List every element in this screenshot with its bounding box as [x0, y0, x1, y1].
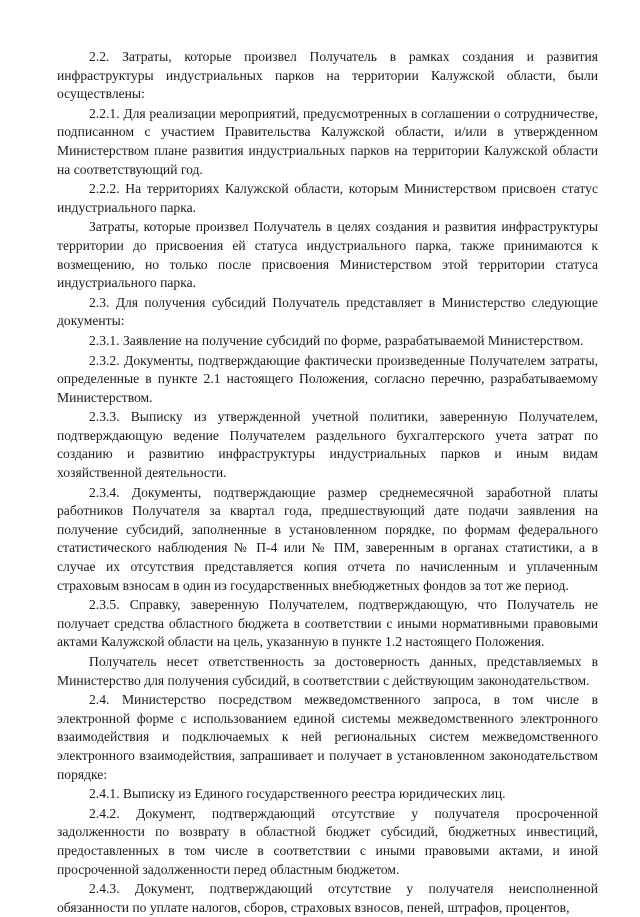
paragraph-2-3-1: 2.3.1. Заявление на получение субсидий по форме, разрабатываемой Министерством.	[89, 332, 584, 348]
paragraph-2-2-1: 2.2.1. Для реализации мероприятий, предусмотренных в соглашении о сотрудничестве, подписанном с участием Правительства Калужской области, и/или в утвержденном Министерством плане развития индустриальных парков на территории Калужской области на соответствующий год.	[57, 105, 598, 177]
paragraph-costs-note: Затраты, которые произвел Получатель в целях создания и развития инфраструктуры территории до присвоения ей статуса индустриального парка, также принимаются к возмещению, но только после присвоения Министерством этой территории статуса индустриального парка.	[57, 219, 598, 291]
paragraph-2-3-4: 2.3.4. Документы, подтверждающие размер среднемесячной заработной платы работников Получателя за квартал года, предшествующий дате подачи заявления на получение субсидий, заполненные в установленном порядке, по формам федерального статистического наблюдения № П-4 или № ПМ, заверенным в органах статистики, а в случае их отсутствия представляется копия отчета по начисленным и уплаченным страховым взносам в один из государственных внебюджетных фондов за тот же период.	[57, 484, 598, 593]
paragraph-responsibility: Получатель несет ответственность за достоверность данных, представляемых в Министерство для получения субсидий, в соответствии с действующим законодательством.	[57, 654, 598, 688]
paragraph-2-3-5: 2.3.5. Справку, заверенную Получателем, подтверждающую, что Получатель не получает средства областного бюджета в соответствии с иными нормативными правовыми актами Калужской области на цель, указанную в пункте 1.2 настоящего Положения.	[57, 597, 598, 650]
paragraph-2-2: 2.2. Затраты, которые произвел Получатель в рамках создания и развития инфраструктуры индустриальных парков на территории Калужской области, были осуществлены:	[57, 49, 598, 102]
paragraph-2-4-1: 2.4.1. Выписку из Единого государственного реестра юридических лиц.	[89, 786, 506, 802]
document-body	[57, 48, 598, 917]
paragraph-2-4-2: 2.4.2. Документ, подтверждающий отсутствие у получателя просроченной задолженности по возврату в областной бюджет субсидий, бюджетных инвестиций, предоставленных в том числе в соответствии с иными правовыми актами, и иной просроченной задолженности перед областным бюджетом.	[57, 805, 598, 877]
paragraph-2-2-2: 2.2.2. На территориях Калужской области, которым Министерством присвоен статус индустриального парка.	[57, 181, 598, 215]
paragraph-2-3-3: 2.3.3. Выписку из утвержденной учетной политики, заверенную Получателем, подтверждающую ведение Получателем раздельного бухгалтерского учета затрат по созданию и развитию инфраструктуры индустриальных парков и иным видам хозяйственной деятельности.	[57, 409, 598, 481]
paragraph-2-3-2: 2.3.2. Документы, подтверждающие фактически произведенные Получателем затраты, определенные в пункте 2.1 настоящего Положения, согласно перечню, разрабатываемому Министерством.	[57, 352, 598, 405]
paragraph-2-3: 2.3. Для получения субсидий Получатель представляет в Министерство следующие документы:	[57, 294, 598, 329]
paragraph-2-4-3: 2.4.3. Документ, подтверждающий отсутствие у получателя неисполненной обязанности по уплате налогов, сборов, страховых взносов, пеней, штрафов, процентов,	[57, 881, 598, 915]
paragraph-2-4: 2.4. Министерство посредством межведомственного запроса, в том числе в электронной форме с использованием единой системы межведомственного электронного взаимодействия и подключаемых к ней региональных систем межведомственного электронного взаимодействия, запрашивает и получает в установленном законодательством порядке:	[57, 692, 598, 782]
